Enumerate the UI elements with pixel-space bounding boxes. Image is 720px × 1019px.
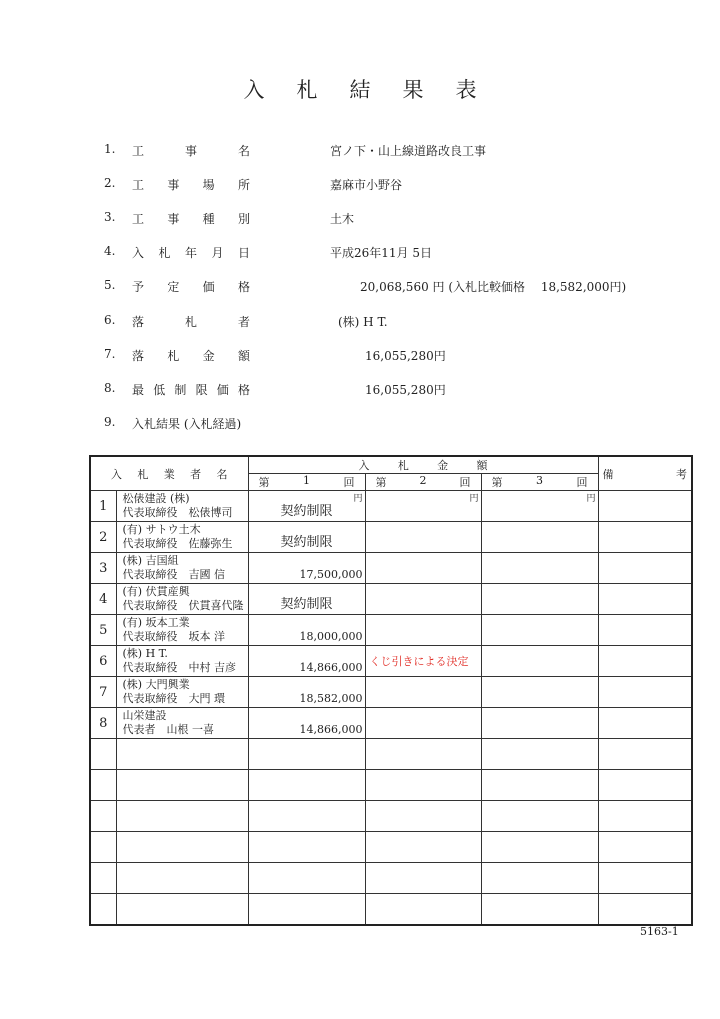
title-char: 果 <box>402 78 424 102</box>
empty-cell <box>116 770 248 801</box>
round-1-value: 18,000,000 <box>299 630 363 643</box>
item-value: 嘉麻市小野谷 <box>330 178 403 192</box>
empty-cell <box>365 739 481 770</box>
header-bidder-name <box>90 456 248 491</box>
row-number: 3 <box>90 553 116 584</box>
item-label-char: 名 <box>237 144 250 158</box>
table-row-empty <box>90 832 692 863</box>
empty-cell <box>365 801 481 832</box>
info-item <box>0 142 720 162</box>
header-char: 業 <box>163 467 175 481</box>
table-row <box>90 646 692 677</box>
empty-cell <box>481 739 598 770</box>
header-char: 2 <box>419 474 427 487</box>
empty-cell <box>598 832 692 863</box>
representative: 代表取締役 伏貫喜代隆 <box>122 599 244 612</box>
empty-cell <box>248 770 365 801</box>
empty-cell <box>598 863 692 894</box>
empty-cell <box>598 801 692 832</box>
bidder-name <box>116 615 248 646</box>
header-bid-amount <box>248 456 598 474</box>
bidder-name <box>116 522 248 553</box>
empty-cell <box>116 894 248 926</box>
item-label-char: 低 <box>153 383 166 397</box>
remarks-cell <box>598 491 692 522</box>
empty-cell <box>598 739 692 770</box>
round-3-amount <box>481 491 598 522</box>
table-row-empty <box>90 739 692 770</box>
item-label-char: 場 <box>202 178 215 192</box>
item-value: 20,068,560 円 (入札比較価格 18,582,000円) <box>360 280 627 294</box>
empty-cell <box>116 801 248 832</box>
table-row-empty <box>90 894 692 926</box>
item-label-char: 札 <box>167 349 180 363</box>
round-3-amount <box>481 522 598 553</box>
table-row <box>90 677 692 708</box>
header-char: 1 <box>303 474 310 487</box>
empty-cell <box>90 739 116 770</box>
bidder-name <box>116 584 248 615</box>
row-number: 4 <box>90 584 116 615</box>
item-label-char: 定 <box>167 280 180 294</box>
row-number: 5 <box>90 615 116 646</box>
title-char: 結 <box>349 78 371 102</box>
yen-unit: 円 <box>353 494 363 504</box>
page-title <box>0 74 720 104</box>
item-label <box>132 176 250 193</box>
round-2-amount <box>365 584 481 615</box>
empty-cell <box>598 770 692 801</box>
table-row <box>90 491 692 522</box>
row-number: 8 <box>90 708 116 739</box>
bid-result-table <box>89 455 693 926</box>
item-label-char: 落 <box>132 349 145 363</box>
round-1-amount <box>248 584 365 615</box>
round-1-amount <box>248 646 365 677</box>
representative: 代表取締役 坂本 洋 <box>122 630 225 643</box>
round-1-amount <box>248 615 365 646</box>
title-char: 札 <box>296 78 318 102</box>
info-item <box>0 278 720 298</box>
empty-cell <box>90 894 116 926</box>
company-name: 山栄建設 <box>122 709 167 722</box>
item-value: 土木 <box>330 212 355 226</box>
bidder-name <box>116 677 248 708</box>
info-item <box>0 415 720 435</box>
representative: 代表取締役 吉國 信 <box>122 568 225 581</box>
row-number: 2 <box>90 522 116 553</box>
representative: 代表取締役 中村 吉彦 <box>122 661 236 674</box>
empty-cell <box>116 832 248 863</box>
item-label-char: 工 <box>132 178 145 192</box>
empty-cell <box>598 894 692 926</box>
header-char: 入 <box>358 459 370 472</box>
header-char: 考 <box>676 467 688 481</box>
item-label-char: 入 <box>132 246 145 260</box>
empty-cell <box>248 894 365 926</box>
empty-cell <box>481 894 598 926</box>
item-label-char: 年 <box>184 246 197 260</box>
item-label-char: 限 <box>195 383 208 397</box>
bidder-name <box>116 553 248 584</box>
round-2-amount: くじ引きによる決定 <box>365 646 481 677</box>
header-char: 第 <box>258 476 270 489</box>
item-label-char: 別 <box>237 212 250 226</box>
item-label-char: 札 <box>184 315 197 329</box>
company-name: (株) 大門興業 <box>122 678 190 691</box>
yen-unit: 円 <box>469 494 479 504</box>
item-value: 16,055,280円 <box>365 383 446 397</box>
item-value: 宮ノ下・山上線道路改良工事 <box>330 144 487 158</box>
empty-cell <box>248 832 365 863</box>
round-2-amount <box>365 522 481 553</box>
empty-cell <box>365 894 481 926</box>
empty-cell <box>365 832 481 863</box>
round-3-amount <box>481 553 598 584</box>
round-2-amount <box>365 553 481 584</box>
empty-cell <box>481 863 598 894</box>
item-label-char: 月 <box>211 246 224 260</box>
empty-cell <box>90 832 116 863</box>
item-label-char: 事 <box>184 144 197 158</box>
header-char: 回 <box>343 476 355 489</box>
empty-cell <box>481 801 598 832</box>
table-row <box>90 522 692 553</box>
round-3-amount <box>481 615 598 646</box>
empty-cell <box>248 801 365 832</box>
table-row-empty <box>90 770 692 801</box>
item-label <box>132 210 250 227</box>
empty-cell <box>90 801 116 832</box>
round-2-amount <box>365 615 481 646</box>
remarks-cell <box>598 677 692 708</box>
round-1-value: 14,866,000 <box>299 661 363 674</box>
item-label-char: 札 <box>158 246 171 260</box>
item-number: 9. <box>104 415 116 429</box>
item-number: 8. <box>104 381 116 395</box>
empty-cell <box>116 863 248 894</box>
remarks-cell <box>598 646 692 677</box>
item-value: (株) H T. <box>338 315 388 329</box>
header-char: 札 <box>137 467 149 481</box>
round-1-amount <box>248 553 365 584</box>
item-label <box>132 313 250 330</box>
round-1-amount <box>248 708 365 739</box>
round-1-amount <box>248 522 365 553</box>
empty-cell <box>365 770 481 801</box>
title-char: 入 <box>243 78 265 102</box>
item-label-char: 予 <box>132 280 145 294</box>
round-1-value: 18,582,000 <box>299 692 363 705</box>
table-row-empty <box>90 801 692 832</box>
empty-cell <box>90 770 116 801</box>
item-label-char: 種 <box>202 212 215 226</box>
item-label <box>132 244 250 261</box>
page-number: 5163-1 <box>640 925 679 938</box>
bidder-name <box>116 491 248 522</box>
header-char: 者 <box>190 467 202 481</box>
header-char: 3 <box>536 474 543 487</box>
empty-cell <box>116 739 248 770</box>
item-number: 3. <box>104 210 116 224</box>
header-char: 名 <box>216 467 228 481</box>
header-char: 第 <box>491 476 503 489</box>
header-round-1 <box>248 474 365 491</box>
representative: 代表取締役 佐藤弥生 <box>122 537 233 550</box>
item-label <box>132 278 250 295</box>
header-char: 備 <box>602 467 614 481</box>
item-value: 平成26年11月 5日 <box>330 246 432 260</box>
title-char: 表 <box>455 78 477 102</box>
item-label-char: 額 <box>237 349 250 363</box>
representative: 代表取締役 松俵博司 <box>122 506 233 519</box>
empty-cell <box>248 739 365 770</box>
empty-cell <box>481 832 598 863</box>
header-char: 額 <box>476 459 488 472</box>
info-item <box>0 244 720 264</box>
round-3-amount <box>481 708 598 739</box>
company-name: 松俵建設 (株) <box>122 492 190 505</box>
remarks-cell <box>598 553 692 584</box>
remarks-cell <box>598 615 692 646</box>
item-label: 入札結果 (入札経過) <box>132 417 242 431</box>
table-row-empty <box>90 863 692 894</box>
item-label-char: 者 <box>237 315 250 329</box>
bidder-name <box>116 646 248 677</box>
item-label-char: 工 <box>132 212 145 226</box>
info-item <box>0 381 720 401</box>
item-label <box>132 142 250 159</box>
header-char: 金 <box>437 459 449 472</box>
item-label-char: 事 <box>167 212 180 226</box>
item-label-char: 最 <box>132 383 145 397</box>
round-1-value: 17,500,000 <box>299 568 363 581</box>
representative: 代表取締役 大門 環 <box>122 692 225 705</box>
header-char: 入 <box>111 467 122 481</box>
table-row <box>90 615 692 646</box>
empty-cell <box>90 863 116 894</box>
item-number: 5. <box>104 278 116 292</box>
round-3-amount <box>481 677 598 708</box>
company-name: (有) 伏貫産興 <box>122 585 190 598</box>
table-row <box>90 584 692 615</box>
item-label-char: 価 <box>202 280 215 294</box>
item-number: 2. <box>104 176 116 190</box>
item-label-char: 事 <box>167 178 180 192</box>
table-row <box>90 708 692 739</box>
item-label-char: 格 <box>237 280 250 294</box>
item-label-char: 制 <box>174 383 187 397</box>
round-1-value: 14,866,000 <box>299 723 363 736</box>
header-char: 第 <box>375 476 387 489</box>
table-row <box>90 553 692 584</box>
header-round-2 <box>365 474 481 491</box>
round-1-amount <box>248 491 365 522</box>
item-label <box>132 347 250 364</box>
company-name: (株) 吉国組 <box>122 554 179 567</box>
round-2-amount <box>365 708 481 739</box>
row-number: 7 <box>90 677 116 708</box>
header-char: 回 <box>459 476 471 489</box>
remarks-cell <box>598 708 692 739</box>
remarks-cell <box>598 584 692 615</box>
round-2-amount <box>365 491 481 522</box>
header-remarks <box>598 456 692 491</box>
item-label <box>132 381 250 398</box>
item-label-char: 工 <box>132 144 145 158</box>
empty-cell <box>248 863 365 894</box>
empty-cell <box>365 863 481 894</box>
round-3-amount <box>481 646 598 677</box>
item-number: 4. <box>104 244 116 258</box>
round-3-amount <box>481 584 598 615</box>
round-1-value: 契約制限 <box>280 504 333 519</box>
round-1-value: 契約制限 <box>280 597 333 612</box>
info-item <box>0 176 720 196</box>
row-number: 1 <box>90 491 116 522</box>
company-name: (有) サトウ土木 <box>122 523 201 536</box>
item-label-char: 落 <box>132 315 145 329</box>
info-item <box>0 210 720 230</box>
header-char: 札 <box>397 459 409 472</box>
bidder-name <box>116 708 248 739</box>
company-name: (有) 坂本工業 <box>122 616 190 629</box>
empty-cell <box>481 770 598 801</box>
round-1-value: 契約制限 <box>280 535 333 550</box>
item-number: 6. <box>104 313 116 327</box>
info-item <box>0 347 720 367</box>
row-number: 6 <box>90 646 116 677</box>
yen-unit: 円 <box>586 494 596 504</box>
header-char: 回 <box>576 476 588 489</box>
round-2-amount <box>365 677 481 708</box>
item-label-char: 格 <box>237 383 250 397</box>
remarks-cell <box>598 522 692 553</box>
item-label-char: 金 <box>202 349 215 363</box>
company-name: (株) H T. <box>122 647 168 660</box>
info-item <box>0 313 720 333</box>
representative: 代表者 山根 一喜 <box>122 723 214 736</box>
item-label-char: 日 <box>237 246 250 260</box>
header-round-3 <box>481 474 598 491</box>
item-number: 1. <box>104 142 116 156</box>
item-number: 7. <box>104 347 116 361</box>
item-label-char: 価 <box>216 383 229 397</box>
round-1-amount <box>248 677 365 708</box>
item-value: 16,055,280円 <box>365 349 446 363</box>
item-label-char: 所 <box>237 178 250 192</box>
